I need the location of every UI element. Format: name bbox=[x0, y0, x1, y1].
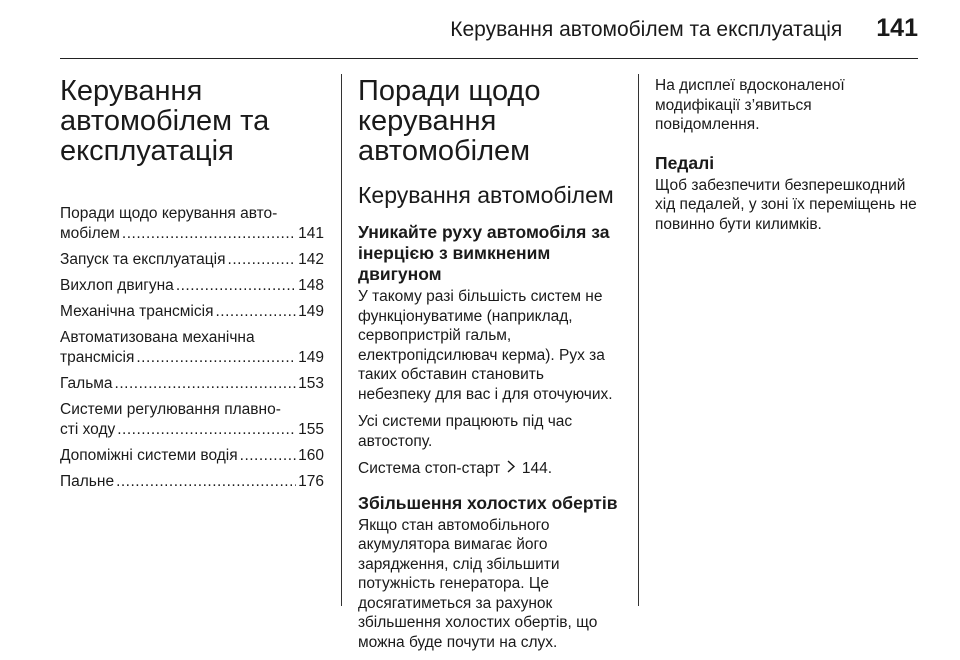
column-divider-2 bbox=[638, 74, 639, 606]
paragraph bbox=[655, 176, 925, 235]
toc-page-number: 142 bbox=[298, 251, 324, 268]
topic-heading bbox=[358, 222, 626, 285]
text-line: повідомлення. bbox=[655, 116, 760, 133]
toc-entry-title: Гальма bbox=[60, 375, 113, 392]
paragraph bbox=[655, 76, 925, 135]
text-line: електропідсилювач керма). Рух за bbox=[358, 346, 605, 364]
column-3 bbox=[655, 76, 925, 242]
topic-heading-line: Уникайте руху автомобіля за bbox=[358, 222, 610, 242]
page-number: 141 bbox=[876, 14, 918, 42]
section-title-line: автомобілем bbox=[358, 135, 531, 167]
text-line: функціонуватиме (наприклад, bbox=[358, 307, 573, 325]
arrow-right-icon bbox=[507, 459, 516, 479]
text-line: автостопу. bbox=[358, 432, 433, 450]
cross-reference[interactable] bbox=[358, 459, 626, 479]
topic-heading: Педалі bbox=[655, 152, 715, 173]
text-line: досягатиметься за рахунок bbox=[358, 594, 553, 612]
toc-entry-title: Вихлоп двигуна bbox=[60, 277, 174, 294]
paragraph bbox=[358, 516, 626, 653]
text-line: потужність генератора. Це bbox=[358, 575, 549, 592]
topic-heading: Збільшення холостих обертів bbox=[358, 492, 618, 513]
text-line: акумулятора вимагає його bbox=[358, 536, 548, 553]
text-line: можна буде почути на слух. bbox=[358, 633, 558, 651]
text-line: таких обставин становить bbox=[358, 366, 544, 383]
toc-entry[interactable] bbox=[60, 276, 324, 296]
text-line: хід педалей, у зоні їх переміщень не bbox=[655, 196, 917, 213]
text-line: зарядження, слід збільшити bbox=[358, 555, 560, 573]
text-line: Якщо стан автомобільного bbox=[358, 516, 550, 534]
text-line: повинно бути килимків. bbox=[655, 215, 822, 233]
toc-entry[interactable] bbox=[60, 472, 324, 492]
toc-entry[interactable] bbox=[60, 302, 324, 322]
toc-entry[interactable] bbox=[60, 446, 324, 466]
toc-page-number: 149 bbox=[298, 303, 324, 320]
toc-page-number: 155 bbox=[298, 421, 324, 438]
toc-entry-title: сті ходу bbox=[60, 421, 116, 438]
cross-reference-text: Система стоп-старт bbox=[358, 460, 501, 477]
topic-heading-line: інерцією з вимкненим bbox=[358, 243, 551, 263]
toc-entry-title: Механічна трансмісія bbox=[60, 303, 214, 320]
section-title-line: керування bbox=[358, 105, 497, 137]
toc-entry-title: Пальне bbox=[60, 473, 115, 490]
toc-page-number: 149 bbox=[298, 349, 324, 366]
toc-entry[interactable] bbox=[60, 400, 324, 440]
toc-page-number: 141 bbox=[298, 225, 324, 242]
chapter-title-line: експлуатація bbox=[60, 135, 234, 167]
header-rule bbox=[60, 58, 918, 59]
running-header bbox=[60, 14, 918, 43]
section-title-line: Поради щодо bbox=[358, 75, 541, 107]
chapter-title-line: Керування bbox=[60, 75, 203, 107]
text-line: збільшення холостих обертів, що bbox=[358, 614, 598, 631]
text-line: Усі системи працюють під час bbox=[358, 413, 573, 430]
cross-reference-page: 144. bbox=[521, 460, 553, 477]
toc-entry[interactable] bbox=[60, 374, 324, 394]
column-2 bbox=[358, 70, 626, 660]
paragraph bbox=[358, 412, 626, 451]
toc-entry-title: мобілем bbox=[60, 225, 120, 242]
text-line: модифікації з’явиться bbox=[655, 96, 812, 114]
toc-page-number: 160 bbox=[298, 447, 324, 464]
toc-entry[interactable] bbox=[60, 328, 324, 368]
chapter-title-line: автомобілем та bbox=[60, 105, 270, 137]
chapter-title bbox=[60, 76, 324, 166]
text-line: сервопристрій гальм, bbox=[358, 327, 512, 344]
column-divider-1 bbox=[341, 74, 342, 606]
toc-page-number: 176 bbox=[298, 473, 324, 490]
header-title: Керування автомобілем та експлуатація bbox=[450, 18, 843, 41]
topic-heading-line: двигуном bbox=[358, 264, 442, 284]
paragraph bbox=[358, 287, 626, 404]
toc-entry-line: Системи регулювання плавно- bbox=[60, 401, 281, 418]
toc-entry-title: Запуск та експлуатація bbox=[60, 251, 226, 268]
toc-page-number: 153 bbox=[298, 375, 324, 392]
text-line: небезпеку для вас і для оточуючих. bbox=[358, 385, 613, 403]
toc-entry-title: трансмісія bbox=[60, 349, 135, 366]
subsection-title: Керування автомобілем bbox=[358, 182, 614, 208]
toc-entry-title: Допоміжні системи водія bbox=[60, 447, 238, 464]
text-line: У такому разі більшість систем не bbox=[358, 288, 603, 305]
table-of-contents bbox=[60, 204, 324, 492]
section-title bbox=[358, 76, 626, 166]
toc-entry-line: Поради щодо керування авто- bbox=[60, 205, 278, 222]
toc-page-number: 148 bbox=[298, 277, 324, 294]
toc-entry[interactable] bbox=[60, 204, 324, 244]
text-line: Щоб забезпечити безперешкодний bbox=[655, 176, 906, 194]
text-line: На дисплеї вдосконаленої bbox=[655, 77, 845, 94]
toc-entry-line: Автоматизована механічна bbox=[60, 329, 255, 346]
toc-entry[interactable] bbox=[60, 250, 324, 270]
column-1 bbox=[60, 70, 324, 498]
